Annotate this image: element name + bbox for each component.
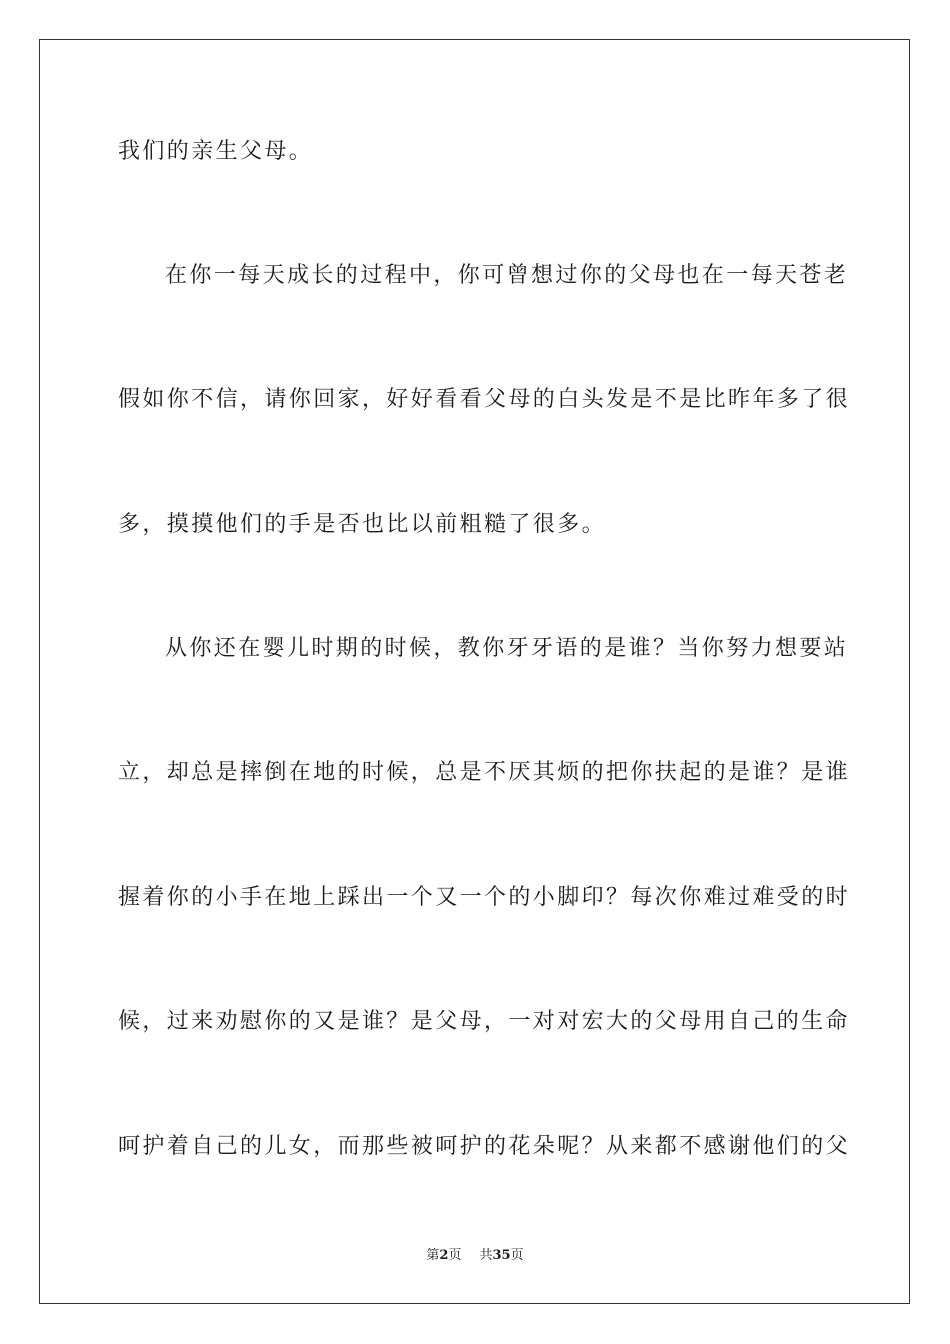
- current-page-number: 2: [439, 1248, 449, 1263]
- total-pages-number: 35: [492, 1248, 511, 1263]
- body-text-line-5: 从你还在婴儿时期的时候，教你牙牙语的是谁？当你努力想要站: [165, 636, 849, 661]
- page-footer: [0, 1247, 950, 1265]
- body-text-line-6: 立，却总是摔倒在地的时候，总是不厌其烦的把你扶起的是谁？是谁: [118, 760, 851, 785]
- page-border: [39, 39, 910, 1304]
- body-text-line-4: 多，摸摸他们的手是否也比以前粗糙了很多。: [118, 512, 607, 537]
- body-text-line-3: 假如你不信，请你回家，好好看看父母的白头发是不是比昨年多了很: [118, 387, 851, 412]
- body-text-line-1: 我们的亲生父母。: [118, 139, 314, 164]
- page-prefix: 第: [426, 1248, 440, 1263]
- page-suffix: 页: [448, 1248, 462, 1263]
- body-text-line-9: 呵护着自己的儿女，而那些被呵护的花朵呢？从来都不感谢他们的父: [118, 1134, 851, 1159]
- body-text-line-7: 握着你的小手在地上踩出一个又一个的小脚印？每次你难过难受的时: [118, 885, 851, 910]
- total-prefix: 共: [479, 1248, 493, 1263]
- total-suffix: 页: [510, 1248, 524, 1263]
- body-text-line-8: 候，过来劝慰你的又是谁？是父母，一对对宏大的父母用自己的生命: [118, 1009, 851, 1034]
- body-text-line-2: 在你一每天成长的过程中，你可曾想过你的父母也在一每天苍老: [165, 263, 849, 288]
